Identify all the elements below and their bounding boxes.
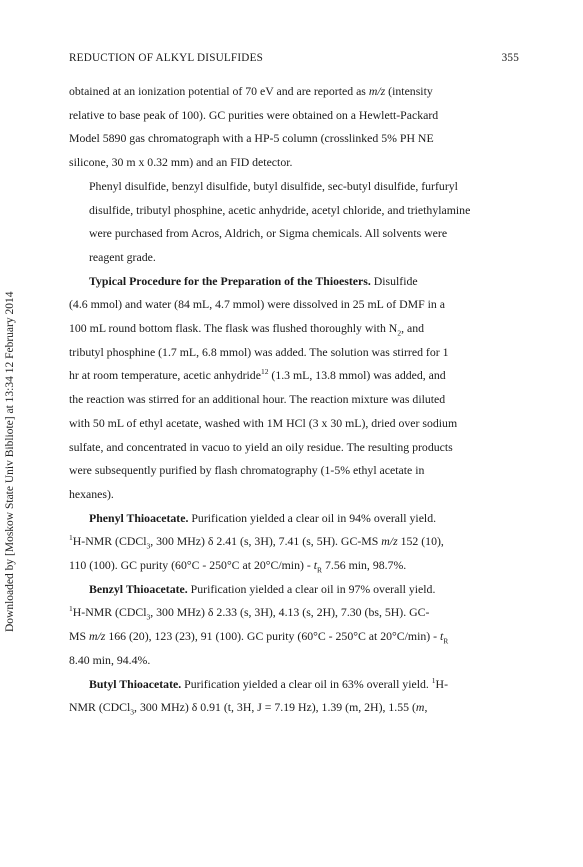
page-number: 355 xyxy=(501,52,519,64)
paragraph xyxy=(69,270,521,507)
download-watermark: Downloaded by [Moskow State Univ Bibliote] at 13:34 12 February 2014 xyxy=(4,291,16,632)
paragraph xyxy=(69,578,521,673)
compound-heading: Phenyl Thioacetate. xyxy=(89,510,189,525)
text-line: were subsequently purified by flash chromatography (1-5% ethyl acetate in xyxy=(69,463,425,478)
paragraph xyxy=(69,507,521,578)
text-line: Model 5890 gas chromatograph with a HP-5 column (crosslinked 5% PH NE xyxy=(69,131,434,146)
text-line: the reaction was stirred for an additional hour. The reaction mixture was diluted xyxy=(69,392,446,407)
text-line: Benzyl Thioacetate. Purification yielded a clear oil in 97% overall yield. xyxy=(89,581,436,596)
text-line: (4.6 mmol) and water (84 mL, 4.7 mmol) were dissolved in 25 mL of DMF in a xyxy=(69,297,446,312)
text-line: $^1$H-NMR (CDCl$_3$, 300 MHz) δ 2.33 (s, 3H), 4.13 (s, 2H), 7.30 (bs, 5H). GC- xyxy=(69,604,430,622)
paragraph xyxy=(69,80,521,175)
text-line: were purchased from Acros, Aldrich, or Sigma chemicals. All solvents were xyxy=(89,226,448,241)
text-line: with 50 mL of ethyl acetate, washed with 1M HCl (3 x 30 mL), dried over sodium xyxy=(69,415,458,430)
text-line: 100 mL round bottom flask. The flask was flushed thoroughly with $N_2$, and xyxy=(69,321,424,338)
text-line: MS m/z 166 (20), 123 (23), 91 (100). GC purity (60°C - 250°C at $20^\circ C/\min) - t_R$ xyxy=(69,629,449,646)
text-line: hexanes). xyxy=(69,486,114,501)
text-line: tributyl phosphine (1.7 mL, 6.8 mmol) was added. The solution was stirred for 1 xyxy=(69,344,449,359)
text-line: Butyl Thioacetate. Purification yielded a clear oil in 63% overall yield. $^1$H- xyxy=(89,675,448,691)
text-line: Phenyl disulfide, benzyl disulfide, butyl disulfide, sec-butyl disulfide, furfuryl xyxy=(89,178,458,193)
text-line: hr at room temperature, acetic anhydride$^{12}$ (1.3 mL, 13.8 mmol) was added, and xyxy=(69,367,446,383)
compound-heading: Butyl Thioacetate. xyxy=(89,676,182,691)
compound-heading: Benzyl Thioacetate. xyxy=(89,581,188,596)
text-line: silicone, 30 m x 0.32 mm) and an FID detector. xyxy=(69,155,293,170)
section-heading: Typical Procedure for the Preparation of the Thioesters. xyxy=(89,273,371,288)
text-line: relative to base peak of 100). GC purities were obtained on a Hewlett-Packard xyxy=(69,107,439,122)
body-text xyxy=(69,80,521,720)
text-line: 8.40 min, 94.4%. xyxy=(69,652,151,667)
text-line: Phenyl Thioacetate. Purification yielded a clear oil in 94% overall yield. xyxy=(89,510,437,525)
running-title: REDUCTION OF ALKYL DISULFIDES xyxy=(69,52,264,64)
text-line: $^1$H-NMR (CDCl$_3$, 300 MHz) δ 2.41 (s, 3H), 7.41 (s, 5H). GC-MS m/z 152 (10), xyxy=(69,533,444,551)
text-line: reagent grade. xyxy=(89,249,156,264)
text-line: obtained at an ionization potential of 70 eV and are reported as m/z (intensity xyxy=(69,84,433,98)
text-line: NMR (CDCl$_3$, 300 MHz) δ 0.91 (t, 3H, J = 7.19 Hz), 1.39 (m, 2H), 1.55 (m, xyxy=(69,700,428,717)
paragraph xyxy=(69,673,521,720)
text-line: 110 (100). GC purity (60°C - 250°C at $20^\circ C/\min) - t_R$ 7.56 min, 98.7%. xyxy=(69,558,407,575)
text-line: disulfide, tributyl phosphine, acetic anhydride, acetyl chloride, and triethylamine xyxy=(89,202,471,217)
paragraph xyxy=(69,175,521,270)
text-line: Typical Procedure for the Preparation of the Thioesters. Disulfide xyxy=(89,273,418,288)
text-line: sulfate, and concentrated in vacuo to yield an oily residue. The resulting products xyxy=(69,439,453,454)
